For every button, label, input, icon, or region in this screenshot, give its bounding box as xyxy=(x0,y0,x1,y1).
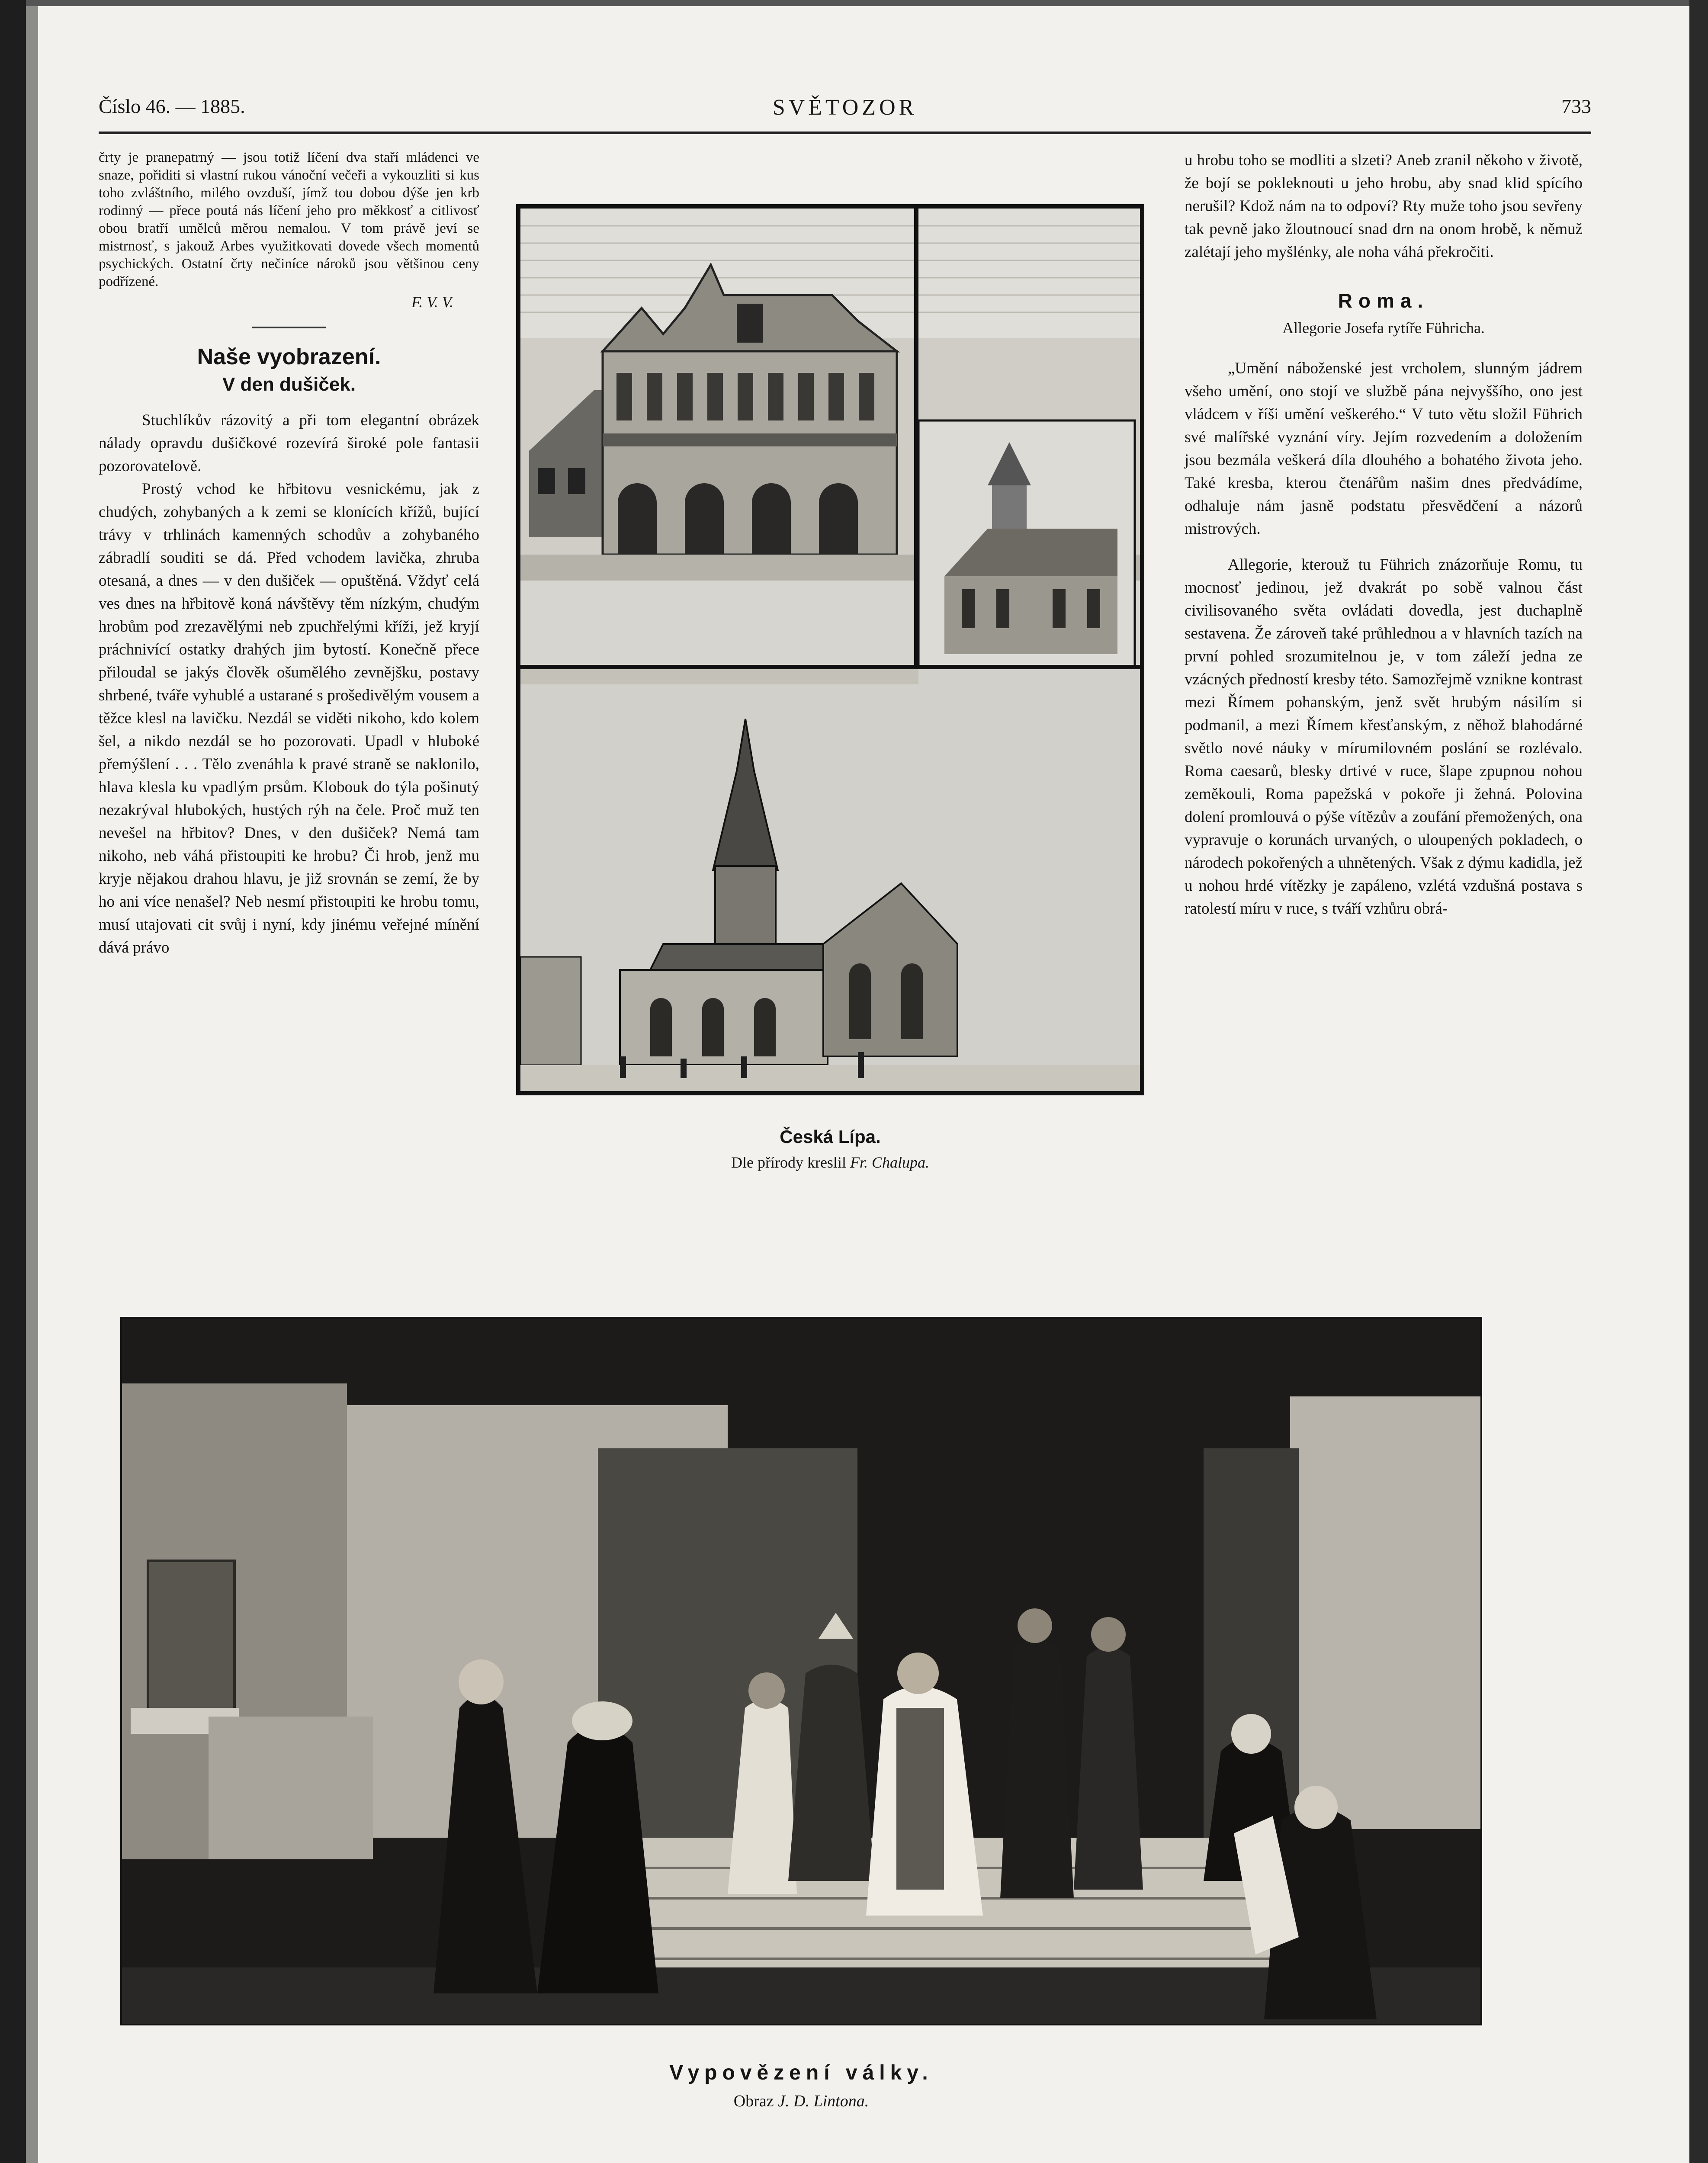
review-signature: F. V. V. xyxy=(411,293,453,311)
scan-edge-right xyxy=(1689,0,1708,2163)
figure-2-artist: J. D. Lintona. xyxy=(778,2092,869,2110)
roma-title: Roma. xyxy=(1338,289,1429,312)
figure-1-caption xyxy=(516,1126,1144,1171)
scan-edge-top xyxy=(26,0,1689,6)
ceska-lipa-engraving xyxy=(516,204,1144,1095)
page-header xyxy=(99,95,1591,129)
paragraph: „Umění náboženské jest vrcholem, slunným jádrem všeho umění, ono stojí ve službě pána nejvyššího, ono jest vládcem v říši umění veškerého.“ V tuto větu složil Führich své malířské vyznání víry. Jejím rozvedením a doložením jsou bezmála veškerá díla dlouhého a bohatého života jeho. Také kresba, kterou čtenářům našim dnes předvádíme, odhaluje nám jasně podstatu přesvědčení a názorů mistrových. xyxy=(1185,359,1583,538)
paragraph-continuation: u hrobu toho se modliti a slzeti? Aneb zranil někoho v životě, že bojí se pokleknouti u jeho hrobu, aby snad klid spícího nerušil? Kdož nám na to odpoví? Rty muže toho jsou sevřeny tak pevně jako žloutnoucí snad drn na onom hrobě, k němuž zalétají jeho myšlénky, ale noha váhá překročiti. xyxy=(1185,151,1583,261)
roma-subtitle: Allegorie Josefa rytíře Führicha. xyxy=(1282,319,1485,337)
left-column xyxy=(99,149,479,959)
section-title: Naše vyobrazení. xyxy=(197,344,381,369)
issue-number: Číslo 46. — 1885. xyxy=(99,95,245,117)
magazine-title: SVĚTOZOR xyxy=(772,95,918,120)
scan-edge-left-inner xyxy=(26,0,38,2163)
paragraph: Allegorie, kterouž tu Führich znázorňuje Romu, tu mocnosť jedinou, jež dvakrát po sobě valnou část civilisovaného světa ovládati dovedla, jest duchaplně sestavena. Že zároveň také průhlednou a v hlavních tazích na první pohled srozumitelnou je, v tom záleží jedna ze vzácných předností kresby této. Samozřejmě vzniknе kontrast mezi Římem pohanským, jenž svět hrubým násilím si podmanil, a mezi Římem křesťanským, z něhož blahodárné světlo nové náuky v mírumilovném poslání se rozlévalo. Roma caesarů, blesky drtivé v ruce, šlape zpupnou nohou zeměkouli, Roma papežská v pokoře ji žehná. Polovina dolení promlouvá o pýše vítězův a zoufání přemožených, ona vypravuje o korunách urvaných, o uloupených pokladech, o národech pokořených a uhnětených. Však z dýmu kadidla, jež u nohou hrdé vítězky je zapáleno, vzlétá vzdušná postava s ratolestí míru v ruce, s tváří vzhůru obrá- xyxy=(1185,556,1583,918)
figure-2-title: Vypovězení války. xyxy=(669,2061,933,2084)
figure-1-credit-prefix: Dle přírody kreslil xyxy=(731,1154,846,1171)
right-column xyxy=(1185,149,1583,920)
figure-2-credit xyxy=(120,2092,1482,2111)
paragraph: Prostý vchod ke hřbitovu vesnickému, jak z chudých, zohybaných a k zemi se klonících křížů, bující trávy v trhlinách kamenných schodův a zohybaného zábradlí souditi se dá. Před vchodem lavička, zhruba otesaná, a dnes — v den dušiček — opuštěná. Vždyť celá ves dnes na hřbitově koná návštěvy těm nízkým, chudým hrobům pod zrezavělými neb zpuchřelými kříži, jež kryjí práchnivící ostatky drahých jim bytostí. Konečně přece přiloudal se jakýs člověk ošumělého zevnějšku, postavy shrbené, tváře vyhublé a ustarané s prošedivělým vousem a těžce klesl na lavičku. Nezdál se viděti nikoho, kdo kolem šel, a nikdo nezdál se ho pozorovati. Upadl v hluboké přemýšlení . . . Tělo zvenáhla k pravé straně se naklonilo, hlava klesla ku vpadlým prsům. Klobouk do týla pošinutý nezakrýval hlubokých, hustých rýh na čele. Proč muž ten nevešel na hřbitov? Dnes, v den dušiček? Nemá tam nikoho, neb váhá přistoupiti ke hrobu? Či hrob, jenž mu kryje nějakou drahou hlavu, je již srovnán se zemí, že by ho ani více nenašel? Neb nesmí přistoupiti ke hrobu tomu, musí utajovati cit svůj i nyní, kdy jinému veřejné mínění dává právo xyxy=(99,480,479,956)
figure-2-caption xyxy=(120,2061,1482,2111)
painting-drawing xyxy=(122,1319,1480,2024)
figure-1-credit xyxy=(516,1153,1144,1171)
review-ending: črty je pranepatrný — jsou totiž líčení dva staří mládenci ve snaze, pořiditi si vlastní rukou vánoční večeři a vykouzliti si kus toho zvláštního, milého ovzduší, jímž tou dobou dýše jen krb rodinný — přece poutá nás líčení jeho pro měkkosť a citlivosť obou bratří umělců měrou nemalou. V tom právě jeví se mistrnosť, s jakouž Arbes využitkovati dovede všech momentů psychických. Ostatní črty nečiníce nároků jsou většinou ceny podřízené. xyxy=(99,150,479,289)
magazine-page xyxy=(38,6,1689,2163)
header-rule xyxy=(99,132,1591,134)
figure-1-title: Česká Lípa. xyxy=(780,1126,881,1147)
engraving-drawing xyxy=(520,209,1140,1091)
section-divider xyxy=(252,327,326,328)
subsection-title: V den dušiček. xyxy=(222,374,356,395)
figure-1-artist: Fr. Chalupa. xyxy=(850,1154,929,1171)
paragraph: Stuchlíkův rázovitý a při tom elegantní obrázek nálady opravdu dušičkové rozevírá široké pole fantasii pozorovatelově. xyxy=(99,411,479,475)
figure-2-credit-prefix: Obraz xyxy=(733,2092,774,2110)
vypovezeni-valky-painting xyxy=(120,1317,1482,2025)
page-number: 733 xyxy=(1561,95,1591,117)
scan-edge-left xyxy=(0,0,26,2163)
